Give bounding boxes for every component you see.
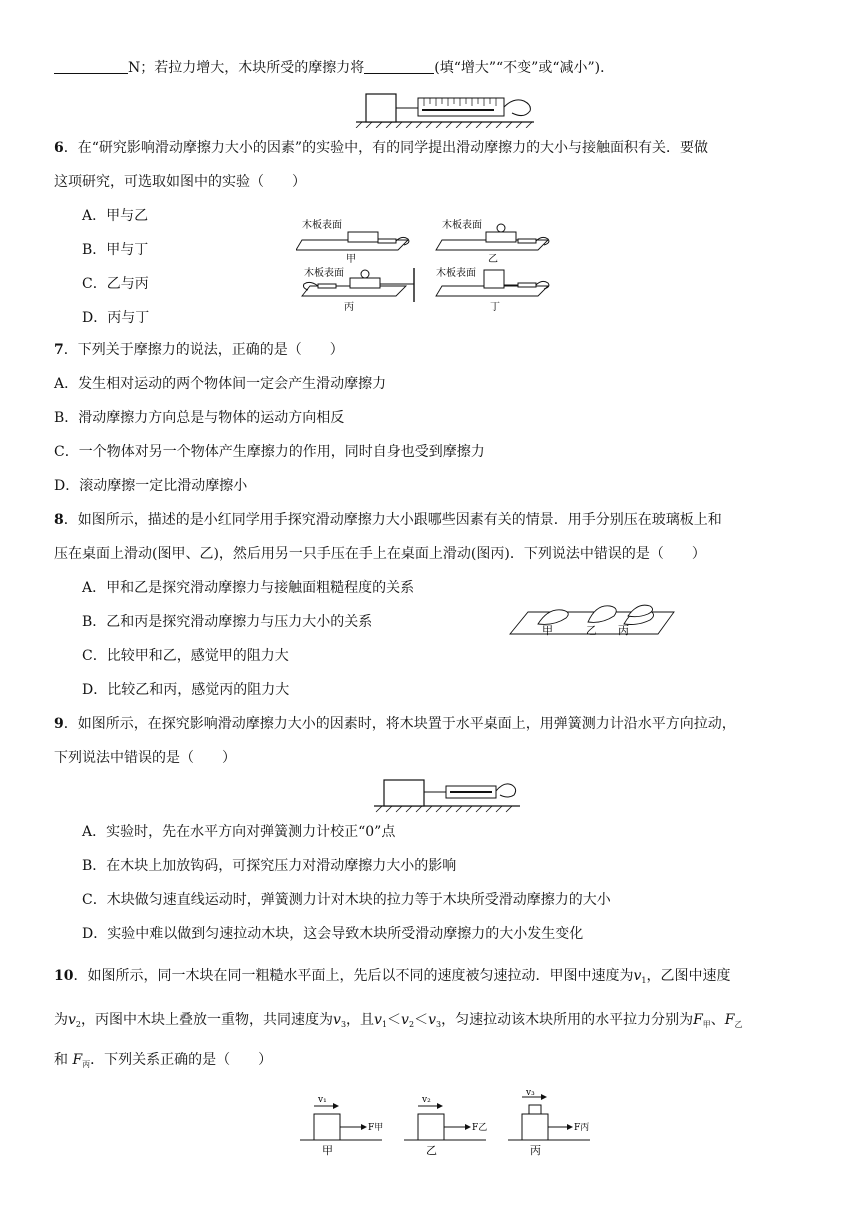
fig-label-ding: 丁	[490, 302, 500, 313]
force-subscript: 甲	[702, 1020, 711, 1029]
fig-label-yi: 乙	[426, 1144, 437, 1157]
q8-stem-cont	[54, 544, 706, 564]
q6-stem-line1: ．在“研究影响滑动摩擦力大小的因素”的实验中，有的同学提出滑动摩擦力的大小与接触面积有关．要做	[63, 140, 709, 156]
q5-unit-text: N；若拉力增大，木块所受的摩擦力将	[128, 60, 365, 76]
option-d[interactable]: D．滚动摩擦一定比滑动摩擦小	[54, 478, 248, 494]
velocity-label: v₃	[526, 1090, 535, 1098]
velocity-symbol: v	[333, 1012, 341, 1028]
option-b[interactable]: B．乙和丙是探究滑动摩擦力与压力大小的关系	[82, 614, 373, 630]
option-b[interactable]: B．在木块上加放钩码，可探究压力对滑动摩擦力大小的影响	[82, 858, 457, 874]
option-c[interactable]: C．一个物体对另一个物体产生摩擦力的作用，同时自身也受到摩擦力	[54, 444, 485, 460]
fig-label-bing: 丙	[530, 1144, 541, 1157]
force-subscript: 丙	[82, 1060, 91, 1069]
q10-figure	[296, 1090, 596, 1160]
q10-stem-cont2	[54, 1050, 272, 1075]
fig-label-jia: 甲	[542, 624, 553, 637]
velocity-label: v₂	[422, 1095, 431, 1105]
force-symbol: F	[72, 1052, 83, 1068]
q10-stem-part: ，且	[346, 1012, 375, 1028]
q10-stem-part: ，丙图中木块上叠放一重物，共同速度为	[81, 1012, 334, 1028]
fig-label-jia: 甲	[322, 1144, 333, 1157]
force-symbol: F	[693, 1012, 703, 1028]
velocity-subscript: 1	[641, 976, 647, 985]
q8-stem	[54, 510, 722, 530]
q5-fill-hint: (填“增大”“不变”或“减小”)．	[434, 60, 615, 76]
fig-surface-label: 木板表面	[302, 220, 342, 231]
force-label: F乙	[472, 1123, 488, 1133]
option-b[interactable]: B．甲与丁	[82, 242, 149, 258]
option-a[interactable]: A．甲与乙	[82, 208, 149, 224]
option-c[interactable]: C．比较甲和乙，感觉甲的阻力大	[82, 648, 289, 664]
question-number: 10	[54, 968, 74, 984]
velocity-subscript: 1	[381, 1020, 388, 1029]
velocity-subscript: 2	[408, 1020, 415, 1029]
fig-surface-label: 木板表面	[442, 220, 482, 231]
force-subscript: 乙	[734, 1020, 743, 1029]
q9-stem-line1: ．如图所示，在探究影响滑动摩擦力大小的因素时，将木块置于水平桌面上，用弹簧测力计沿水平方向拉动，	[63, 716, 736, 732]
fig-surface-label: 木板表面	[304, 268, 344, 279]
fig-label-jia: 甲	[346, 254, 356, 265]
fig-surface-label: 木板表面	[436, 268, 476, 279]
option-d[interactable]: D．实验中难以做到匀速拉动木块，这会导致木块所受滑动摩擦力的大小发生变化	[82, 926, 584, 942]
q10-stem-part: ．下列关系正确的是（ ）	[90, 1052, 273, 1068]
fig-label-yi: 乙	[586, 624, 597, 637]
velocity-subscript: 3	[435, 1020, 442, 1029]
separator: 、	[710, 1012, 725, 1028]
question-number: 9	[54, 716, 64, 732]
question-number: 6	[54, 140, 64, 156]
question-number: 8	[54, 512, 64, 528]
option-c[interactable]: C．木块做匀速直线运动时，弹簧测力计对木块的拉力等于木块所受滑动摩擦力的大小	[82, 892, 611, 908]
q10-stem-part: ．如图所示，同一木块在同一粗糙水平面上，先后以不同的速度被匀速拉动．甲图中速度为	[73, 968, 634, 984]
q6-stem	[54, 138, 708, 158]
q9-stem	[54, 714, 736, 734]
answer-blank[interactable]	[54, 59, 128, 74]
less-than-sign: ＜	[414, 1012, 429, 1028]
q9-figure	[374, 774, 524, 814]
option-a[interactable]: A．发生相对运动的两个物体间一定会产生滑动摩擦力	[54, 376, 387, 392]
q10-stem-part: ，乙图中速度	[646, 968, 731, 984]
velocity-label: v₁	[318, 1095, 327, 1105]
q6-stem-cont	[54, 172, 306, 192]
q10-stem	[54, 966, 731, 991]
q6-figure	[296, 210, 576, 320]
force-label: F甲	[368, 1123, 384, 1133]
q8-figure	[508, 594, 676, 640]
q9-stem-cont	[54, 748, 236, 768]
fig-label-bing: 丙	[344, 302, 354, 313]
less-than-sign: ＜	[387, 1012, 402, 1028]
force-label: F丙	[574, 1123, 590, 1133]
q7-stem-text: ．下列关于摩擦力的说法，正确的是（ ）	[63, 342, 344, 358]
option-c[interactable]: C．乙与丙	[82, 276, 149, 292]
q10-stem-part: ，匀速拉动该木块所用的水平拉力分别为	[441, 1012, 694, 1028]
force-symbol: F	[724, 1012, 735, 1028]
option-a[interactable]: A．实验时，先在水平方向对弹簧测力计校正“0”点	[82, 824, 396, 840]
velocity-symbol: v	[401, 1012, 409, 1028]
answer-blank[interactable]	[364, 59, 434, 74]
fig-label-bing: 丙	[618, 624, 629, 637]
velocity-symbol: v	[68, 1012, 76, 1028]
velocity-symbol: v	[374, 1012, 382, 1028]
q6-stem-line2: 这项研究，可选取如图中的实验（ ）	[54, 174, 306, 190]
q10-stem-part: 为	[54, 1012, 68, 1028]
option-d[interactable]: D．丙与丁	[82, 310, 150, 326]
velocity-subscript: 3	[340, 1020, 347, 1029]
q10-stem-cont	[54, 1010, 743, 1035]
q8-stem-line1: ．如图所示，描述的是小红同学用手探究滑动摩擦力大小跟哪些因素有关的情景．用手分别压在玻璃板上和	[63, 512, 722, 528]
q5-tail-line	[54, 58, 614, 78]
fig-label-yi: 乙	[488, 254, 498, 265]
velocity-symbol: v	[633, 968, 642, 984]
q5-figure	[354, 86, 544, 128]
velocity-symbol: v	[428, 1012, 436, 1028]
q9-stem-line2: 下列说法中错误的是（ ）	[54, 750, 236, 766]
option-a[interactable]: A．甲和乙是探究滑动摩擦力与接触面粗糙程度的关系	[82, 580, 415, 596]
q8-stem-line2: 压在桌面上滑动(图甲、乙)，然后用另一只手压在手上在桌面上滑动(图丙)．下列说法中错误的是（ ）	[54, 546, 706, 562]
velocity-subscript: 2	[75, 1020, 82, 1029]
option-d[interactable]: D．比较乙和丙，感觉丙的阻力大	[82, 682, 290, 698]
q7-stem	[54, 340, 344, 360]
question-number: 7	[54, 342, 64, 358]
option-b[interactable]: B．滑动摩擦力方向总是与物体的运动方向相反	[54, 410, 345, 426]
q10-stem-part: 和	[54, 1052, 68, 1068]
